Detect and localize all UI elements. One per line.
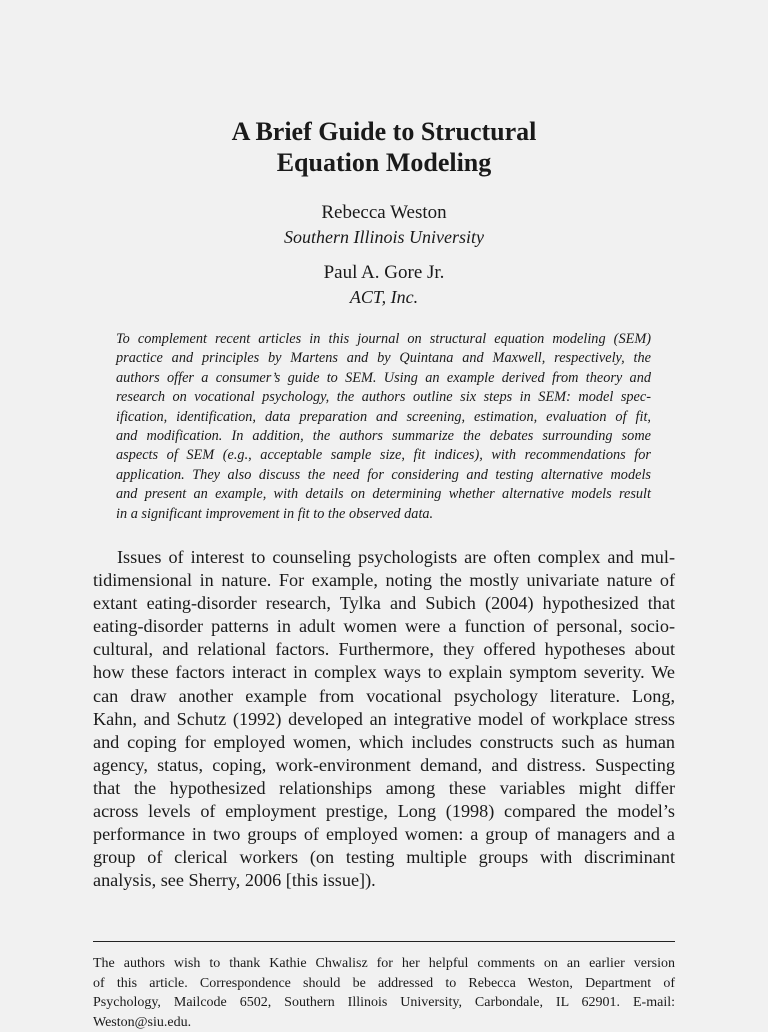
- body-line: extant eating-disorder research, Tylka and Subich (2004) hypothesized that: [93, 592, 675, 615]
- body-line: how these factors interact in complex ways to explain symptom severity. We: [93, 661, 675, 684]
- abstract-line: application. They also discuss the need for considering and testing alternative models: [116, 466, 651, 485]
- abstract-line: research on vocational psychology, the authors outline six steps in SEM: model spec-: [116, 388, 651, 407]
- author-name: Paul A. Gore Jr.: [0, 261, 768, 285]
- author-block: [0, 261, 768, 309]
- body-line: eating-disorder patterns in adult women were a function of personal, socio-: [93, 615, 675, 638]
- author-block: [0, 201, 768, 249]
- footnote-line: The authors wish to thank Kathie Chwalisz for her helpful comments on an earlier version: [93, 954, 675, 974]
- body-line: Issues of interest to counseling psychologists are often complex and mul-: [93, 546, 675, 569]
- author-affiliation: ACT, Inc.: [0, 285, 768, 309]
- body-line: group of clerical workers (on testing multiple groups with discriminant: [93, 846, 675, 869]
- body-line: Kahn, and Schutz (1992) developed an integrative model of workplace stress: [93, 708, 675, 731]
- footnote: [93, 954, 675, 1032]
- abstract-line: ification, identification, data preparation and screening, estimation, evaluation of fit,: [116, 408, 651, 427]
- footnote-line: Weston@siu.edu.: [93, 1013, 675, 1032]
- abstract-line: authors offer a consumer’s guide to SEM. Using an example derived from theory and: [116, 369, 651, 388]
- body-line: that the hypothesized relationships among these variables might differ: [93, 777, 675, 800]
- footnote-line: of this article. Correspondence should be addressed to Rebecca Weston, Department of: [93, 974, 675, 994]
- body-line: and coping for employed women, which includes constructs such as human: [93, 731, 675, 754]
- abstract-line: aspects of SEM (e.g., acceptable sample size, fit indices), with recommendations for: [116, 446, 651, 465]
- abstract: [116, 330, 651, 524]
- body-paragraph: [93, 546, 675, 892]
- body-line: tidimensional in nature. For example, noting the mostly univariate nature of: [93, 569, 675, 592]
- paper-title: [0, 116, 768, 178]
- body-line: agency, status, coping, work-environment demand, and distress. Suspecting: [93, 754, 675, 777]
- body-line: across levels of employment prestige, Long (1998) compared the model’s: [93, 800, 675, 823]
- body-line: performance in two groups of employed women: a group of managers and a: [93, 823, 675, 846]
- title-line: A Brief Guide to Structural: [0, 116, 768, 147]
- abstract-line: in a significant improvement in fit to the observed data.: [116, 505, 651, 524]
- abstract-line: and present an example, with details on determining whether alternative models result: [116, 485, 651, 504]
- abstract-line: and modification. In addition, the authors summarize the debates surrounding some: [116, 427, 651, 446]
- abstract-line: practice and principles by Martens and by Quintana and Maxwell, respectively, the: [116, 349, 651, 368]
- body-line: analysis, see Sherry, 2006 [this issue]).: [93, 869, 675, 892]
- footnote-divider: [93, 941, 675, 942]
- title-line: Equation Modeling: [0, 147, 768, 178]
- body-line: cultural, and relational factors. Furthermore, they offered hypotheses about: [93, 638, 675, 661]
- footnote-line: Psychology, Mailcode 6502, Southern Illinois University, Carbondale, IL 62901. E-mail:: [93, 993, 675, 1013]
- author-name: Rebecca Weston: [0, 201, 768, 225]
- abstract-line: To complement recent articles in this journal on structural equation modeling (SEM): [116, 330, 651, 349]
- author-affiliation: Southern Illinois University: [0, 225, 768, 249]
- body-line: can draw another example from vocational psychology literature. Long,: [93, 685, 675, 708]
